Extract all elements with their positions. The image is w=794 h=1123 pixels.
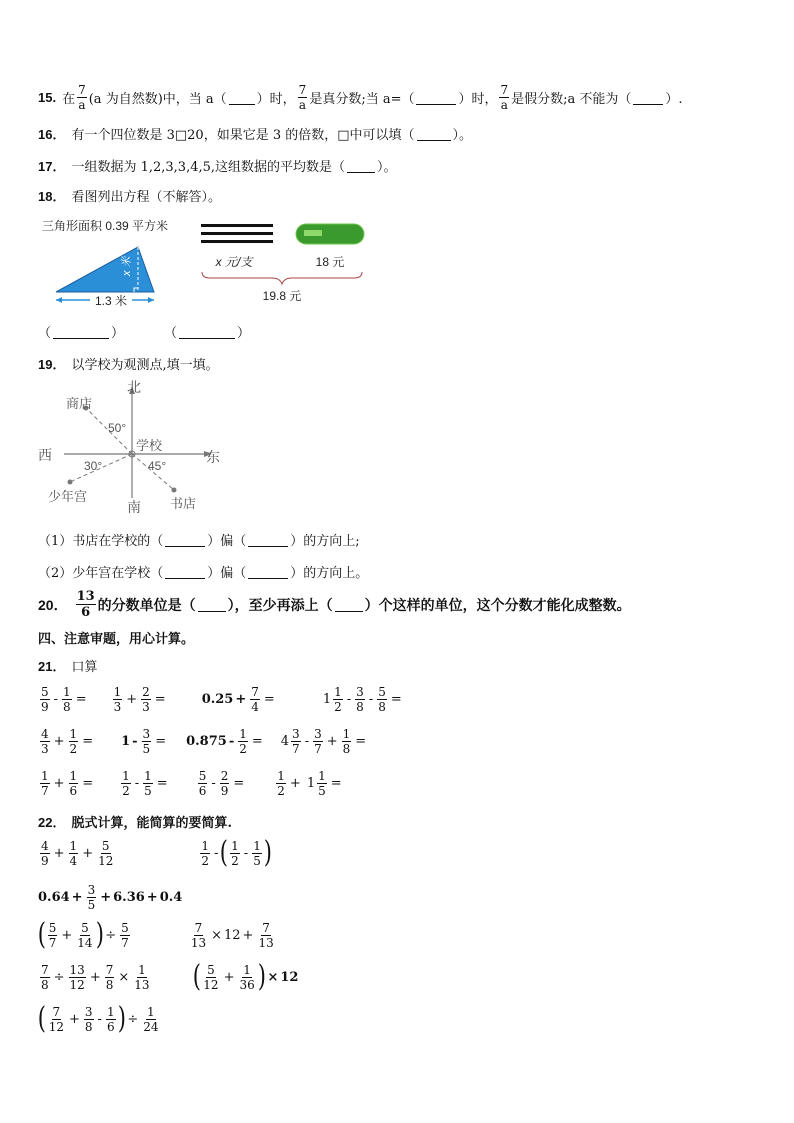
expression: $\frac{1}{3}$ + $\frac{2}{3}$ = — [113, 685, 166, 714]
answer-blank[interactable] — [248, 565, 288, 579]
expression: $\frac{1}{2}$ - ( $\frac{1}{2}$ - $\frac{1}{5}$ ) — [201, 835, 272, 870]
total-brace — [202, 272, 362, 284]
expression: $\frac{1}{7}$ + $\frac{1}{6}$ = — [41, 769, 94, 798]
expression: $\frac{7}{13}$ × 12 + $\frac{7}{13}$ — [190, 920, 274, 950]
shop-label: 商店 — [66, 396, 93, 411]
north-label: 北 — [127, 380, 141, 395]
expression: 0.875 - $\frac{1}{2}$ = — [186, 727, 263, 756]
question-19-part-2: （2）少年宫在学校（ ）偏（ ）的方向上。 — [38, 566, 369, 581]
total-label: 19.8 元 — [262, 289, 302, 303]
expression: $\frac{4}{9}$ + $\frac{1}{4}$ + $\frac{5}{12}$ — [41, 838, 114, 868]
pen-bar — [201, 232, 273, 235]
expression: 0.64 + $\frac{3}{5}$ + 6.36 + 0.4 — [38, 883, 183, 912]
answer-blank[interactable] — [53, 325, 109, 339]
angle-30-label: 30° — [84, 459, 103, 473]
answer-blank[interactable] — [248, 533, 288, 547]
expression: 1 $\frac{1}{2}$ - $\frac{3}{8}$ - $\frac{5}{8}$ = — [322, 685, 402, 714]
section-title: 四、注意审题，用心计算。 — [38, 632, 195, 647]
box-price-label: 18 元 — [315, 255, 345, 269]
answer-blank[interactable] — [165, 533, 205, 547]
expression: $\frac{4}{3}$ + $\frac{1}{2}$ = — [41, 727, 94, 756]
fraction: $\frac{13}{6}$ — [76, 589, 95, 620]
fraction: $\frac{7}{a}$ — [500, 83, 509, 112]
expression: ( $\frac{5}{7}$ + $\frac{5}{14}$ ) ÷ $\frac{5}{7}$ — [37, 917, 129, 952]
oral-calc-row-2 — [38, 728, 368, 755]
question-number: 15. — [38, 90, 57, 105]
calc-row-2 — [38, 884, 182, 911]
expression: $\frac{1}{2}$ + 1 $\frac{1}{5}$ = — [277, 769, 342, 798]
expression: ( $\frac{7}{12}$ + $\frac{3}{8}$ - $\frac{1}{6}$ ) ÷ $\frac{1}{24}$ — [37, 1001, 159, 1036]
triangle-caption: 三角形面积 0.39 平方米 — [42, 219, 169, 233]
direction-diagram — [34, 380, 234, 520]
east-label: 东 — [206, 449, 220, 465]
answer-blank[interactable] — [417, 127, 451, 141]
angle-45-label: 45° — [148, 459, 167, 473]
question-20: 20． $\frac{13}{6}$ 的分数单位是（ ），至少再添上（ ）个这样的单位，这个分数才能化成整数。 — [38, 589, 631, 620]
fraction: $\frac{7}{a}$ — [298, 83, 307, 112]
question-19: 19． 以学校为观测点,填一填。 — [38, 357, 219, 373]
question-18: 18． 看图列出方程（不解答）。 — [38, 189, 221, 205]
expression: $\frac{5}{6}$ - $\frac{2}{9}$ = — [198, 769, 245, 798]
question-22: 22． 脱式计算，能简算的要简算. — [38, 815, 232, 831]
question-18-answers: （ ） （ ） — [38, 326, 251, 341]
fraction: $\frac{7}{a}$ — [78, 83, 86, 112]
unit-price-label: x 元/支 — [215, 255, 253, 269]
question-16: 16． 有一个四位数是 3□20，如果它是 3 的倍数，□中可以填（ ）。 — [38, 127, 473, 143]
question-19-part-1: （1）书店在学校的（ ）偏（ ）的方向上; — [38, 534, 360, 549]
answer-blank[interactable] — [198, 598, 226, 612]
pen-bar — [201, 240, 273, 243]
south-label: 南 — [127, 499, 141, 515]
answer-blank[interactable] — [633, 91, 663, 105]
west-label: 西 — [38, 447, 52, 463]
expression: 1 - $\frac{3}{5}$ = — [121, 727, 167, 756]
expression: $\frac{5}{9}$ - $\frac{1}{8}$ = — [41, 685, 87, 714]
school-label: 学校 — [136, 438, 163, 453]
angle-50-label: 50° — [108, 421, 127, 435]
calc-row-3 — [37, 917, 277, 952]
expression: $\frac{7}{8}$ ÷ $\frac{13}{12}$ + $\frac{7}{8}$ × $\frac{1}{13}$ — [41, 962, 150, 992]
oral-calc-row-3 — [38, 770, 344, 797]
base-label: 1.3 米 — [94, 294, 128, 308]
expression: $\frac{1}{2}$ - $\frac{1}{5}$ = — [122, 769, 168, 798]
question-15: 15. 在 $\frac{7}{a}$ (a 为自然数)中，当 a（ ）时， $\frac{7}{a}$ 是真分数;当 a=（ ）时， $\frac{7}{a}$ 是假分数;a 不能为（ ）. — [38, 83, 683, 112]
answer-blank[interactable] — [335, 598, 363, 612]
expression: 0.25 + $\frac{7}{4}$ = — [201, 685, 275, 714]
pen-bar — [201, 224, 273, 227]
answer-blank[interactable] — [416, 91, 456, 105]
triangle-shape — [56, 247, 154, 292]
answer-blank[interactable] — [179, 325, 235, 339]
question-21: 21． 口算 — [38, 659, 98, 675]
calc-row-1 — [38, 835, 272, 870]
answer-blank[interactable] — [347, 159, 375, 173]
expression: ( $\frac{5}{12}$ + $\frac{1}{36}$ ) × 12 — [192, 959, 299, 994]
height-label: x 米 — [121, 256, 133, 276]
expression: 4 $\frac{3}{7}$ - $\frac{3}{7}$ + $\frac{1}{8}$ = — [280, 727, 367, 756]
bookstore-label: 书店 — [170, 496, 197, 511]
answer-blank[interactable] — [229, 91, 255, 105]
oral-calc-row-1 — [38, 686, 404, 713]
question-17: 17． 一组数据为 1,2,3,3,4,5,这组数据的平均数是（ ）。 — [38, 159, 397, 175]
answer-blank[interactable] — [165, 565, 205, 579]
calc-row-4 — [38, 959, 299, 994]
question-18-figure — [36, 212, 376, 312]
youth-palace-label: 少年宫 — [48, 489, 88, 504]
calc-row-5 — [37, 1001, 162, 1036]
